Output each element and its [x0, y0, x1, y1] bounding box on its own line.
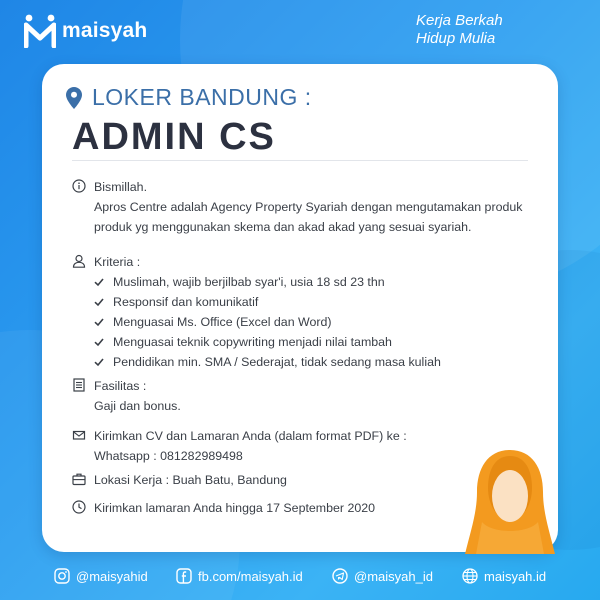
instagram-link[interactable] — [54, 568, 148, 584]
criteria-heading: Kriteria : — [94, 255, 141, 269]
intro-heading: Bismillah. — [94, 180, 148, 194]
work-location-section — [72, 470, 287, 490]
job-title: ADMIN CS — [72, 116, 276, 158]
deadline-section — [72, 498, 375, 518]
criteria-item: Responsif dan komunikatif — [113, 295, 259, 309]
criteria-item: Pendidikan min. SMA / Sederajat, tidak sedang masa kuliah — [113, 355, 441, 369]
list-item — [94, 332, 441, 352]
telegram-link[interactable] — [332, 568, 433, 584]
intro-body: Apros Centre adalah Agency Property Syariah dengan mengutamakan produk produk yg menggunakan skema dan akad akad yang sesuai syariah. — [94, 200, 523, 234]
brand-logo — [24, 14, 147, 48]
website-label: maisyah.id — [484, 568, 547, 584]
criteria-list — [72, 272, 441, 372]
info-icon — [72, 179, 86, 193]
check-icon — [94, 297, 104, 307]
mail-icon — [72, 428, 86, 442]
tagline-line: Kerja Berkah — [416, 12, 503, 29]
facilities-body: Gaji dan bonus. — [94, 399, 181, 413]
instagram-icon — [54, 568, 70, 584]
criteria-section — [72, 252, 441, 372]
criteria-item: Muslimah, wajib berjilbab syar'i, usia 18 sd 23 thn — [113, 275, 385, 289]
check-icon — [94, 357, 104, 367]
brand-name: maisyah — [62, 19, 148, 42]
user-icon — [72, 254, 86, 268]
location-heading — [66, 84, 312, 111]
intro-section — [72, 177, 532, 237]
clock-icon — [72, 500, 86, 514]
facebook-link[interactable] — [176, 568, 303, 584]
facilities-section — [72, 376, 181, 416]
social-footer — [0, 568, 600, 594]
check-icon — [94, 317, 104, 327]
facebook-icon — [176, 568, 192, 584]
telegram-label: @maisyah_id — [354, 568, 433, 584]
list-item — [94, 292, 441, 312]
facilities-heading: Fasilitas : — [94, 379, 147, 393]
check-icon — [94, 277, 104, 287]
list-item — [94, 312, 441, 332]
maisyah-m-logo-icon — [24, 14, 56, 48]
apply-line: Kirimkan CV dan Lamaran Anda (dalam format PDF) ke : — [94, 429, 407, 443]
list-item — [94, 352, 441, 372]
criteria-item: Menguasai teknik copywriting menjadi nilai tambah — [113, 335, 392, 349]
check-icon — [94, 337, 104, 347]
whatsapp-contact: Whatsapp : 081282989498 — [94, 449, 243, 463]
instagram-label: @maisyahid — [76, 568, 148, 584]
work-location-text: Lokasi Kerja : Buah Batu, Bandung — [94, 473, 287, 487]
tagline-line: Hidup Mulia — [416, 30, 496, 47]
criteria-item: Menguasai Ms. Office (Excel dan Word) — [113, 315, 332, 329]
website-link[interactable] — [462, 568, 546, 584]
globe-icon — [462, 568, 478, 584]
apply-section — [72, 426, 407, 466]
list-item — [94, 272, 441, 292]
deadline-text: Kirimkan lamaran Anda hingga 17 September 2020 — [94, 501, 376, 515]
document-list-icon — [72, 378, 86, 392]
map-pin-icon — [66, 87, 82, 109]
facebook-label: fb.com/maisyah.id — [198, 568, 303, 584]
hijab-woman-illustration — [462, 448, 558, 554]
briefcase-icon — [72, 472, 86, 486]
tagline — [416, 12, 576, 48]
telegram-icon — [332, 568, 348, 584]
location-label: LOKER BANDUNG : — [92, 84, 312, 110]
divider — [72, 160, 528, 161]
